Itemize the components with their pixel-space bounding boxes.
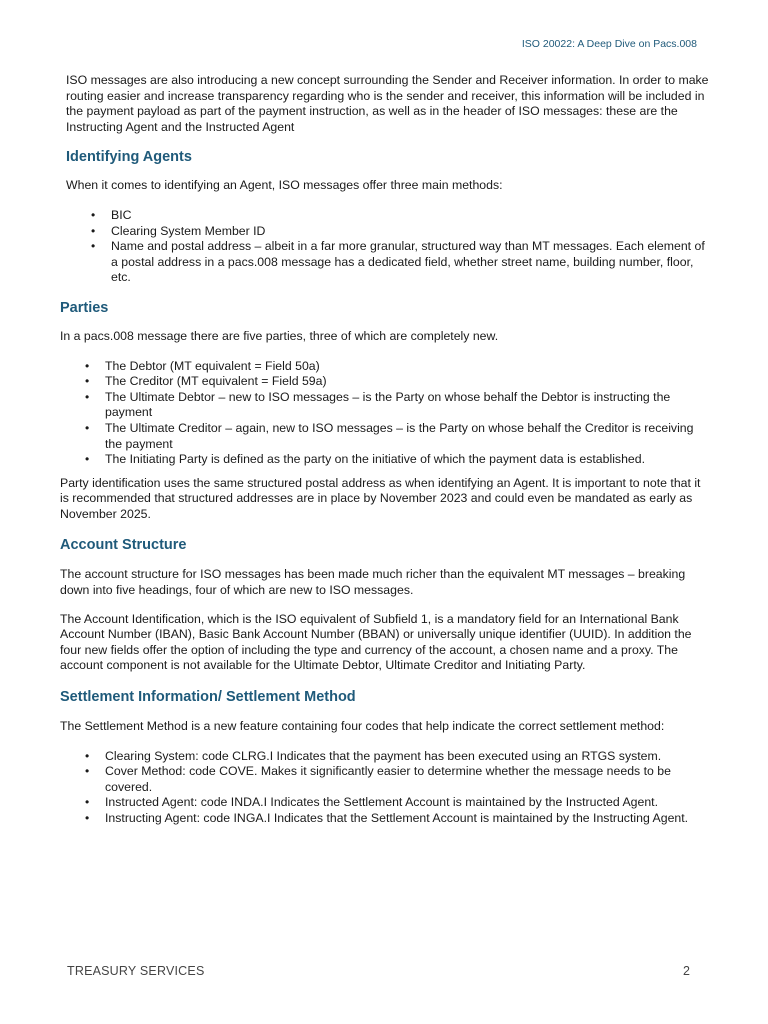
heading-identifying-agents: Identifying Agents: [66, 149, 192, 166]
parties-closing: Party identification uses the same structured postal address as when identifying an Agent. It is important to note that it is recommended that structured addresses are in place by November 2023 and could even be mandated as early as November 2025.: [60, 475, 701, 521]
identifying-agents-lead: When it comes to identifying an Agent, ISO messages offer three main methods:: [66, 178, 503, 193]
settlement-lead: The Settlement Method is a new feature containing four codes that help indicate the correct settlement method:: [60, 719, 665, 734]
settlement-list: [60, 749, 712, 827]
running-header: ISO 20022: A Deep Dive on Pacs.008: [521, 38, 697, 50]
heading-parties: Parties: [60, 299, 109, 316]
page-number: 2: [683, 964, 690, 978]
list-item: • The Creditor (MT equivalent = Field 59a): [60, 374, 712, 390]
list-item: • The Ultimate Creditor – again, new to ISO messages – is the Party on whose behalf the Creditor is receiving the payment: [60, 421, 712, 452]
parties-list: [60, 359, 712, 468]
account-structure-para-1: The account structure for ISO messages has been made much richer than the equivalent MT messages – breaking down into five headings, four of which are new to ISO messages.: [60, 567, 686, 598]
list-item: • The Initiating Party is defined as the party on the initiative of which the payment data is established.: [60, 452, 712, 468]
heading-account-structure: Account Structure: [60, 537, 187, 554]
list-item: • BIC: [66, 208, 712, 224]
parties-lead: In a pacs.008 message there are five parties, three of which are completely new.: [60, 328, 499, 343]
list-item: • The Ultimate Debtor – new to ISO messages – is the Party on whose behalf the Debtor is instructing the payment: [60, 390, 712, 421]
identifying-agents-list: [66, 208, 712, 286]
list-item: • Instructing Agent: code INGA.I Indicates that the Settlement Account is maintained by the Instructing Agent.: [60, 811, 712, 827]
list-item: • The Debtor (MT equivalent = Field 50a): [60, 359, 712, 375]
list-item: • Name and postal address – albeit in a far more granular, structured way than MT messages. Each element of a postal address in a pacs.008 message has a dedicated field, whether street name, building number, floor, etc.: [66, 239, 712, 286]
footer-label: TREASURY SERVICES: [67, 964, 205, 978]
heading-settlement: Settlement Information/ Settlement Method: [60, 689, 356, 706]
page-content: [60, 73, 712, 827]
intro-paragraph: ISO messages are also introducing a new concept surrounding the Sender and Receiver information. In order to make routing easier and increase transparency regarding who is the sender and receiver, this information will be included in the payment payload as part of the payment instruction, as well as in the header of ISO messages: these are the Instructing Agent and the Instructed Agent: [66, 73, 709, 134]
list-item: • Clearing System Member ID: [66, 224, 712, 240]
list-item: • Cover Method: code COVE. Makes it significantly easier to determine whether the message needs to be covered.: [60, 764, 712, 795]
list-item: • Instructed Agent: code INDA.I Indicates the Settlement Account is maintained by the Instructed Agent.: [60, 795, 712, 811]
account-structure-para-2: The Account Identification, which is the ISO equivalent of Subfield 1, is a mandatory field for an International Bank Account Number (IBAN), Basic Bank Account Number (BBAN) or universally unique identifier (UUID). In addition the four new fields offer the option of including the type and currency of the account, a chosen name and a proxy. The account component is not available for the Ultimate Debtor, Ultimate Creditor and Initiating Party.: [60, 611, 692, 673]
list-item: • Clearing System: code CLRG.I Indicates that the payment has been executed using an RTGS system.: [60, 749, 712, 765]
